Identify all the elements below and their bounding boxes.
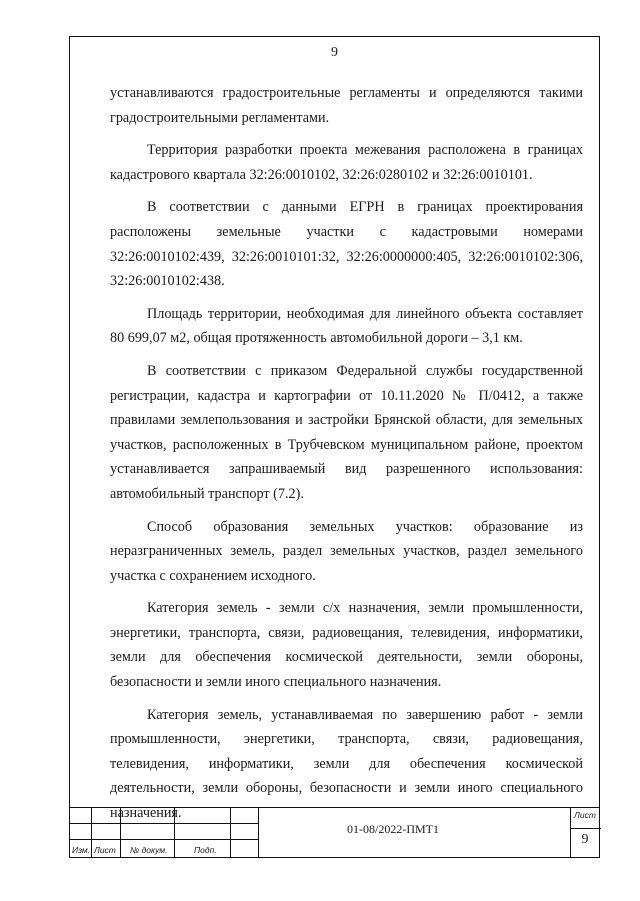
stamp-label-dokum: № докум.	[130, 845, 168, 855]
stamp-divider	[91, 808, 92, 857]
paragraph-1: устанавливаются градостроительные регламенты и определяются такими градостроительными регламентами.	[110, 85, 583, 126]
title-block-stamp	[70, 807, 599, 857]
stamp-divider	[258, 808, 259, 857]
stamp-divider	[120, 808, 121, 857]
paragraph-8: Категория земель, устанавливаемая по завершению работ - земли промышленности, энергетики, транспорта, связи, радиовещания, телевидения, информатики, земли для обеспечения космической деятельности, земли обороны, безопасности и земли иного специального назначения.	[110, 706, 583, 822]
paragraph-3: В соответствии с данными ЕГРН в границах проектирования расположены земельные участки с кадастровыми номерами 32:26:0010102:439, 32:26:0010101:32, 32:26:0000000:405, 32:26:0010102:306, 32:26:0010102:438.	[110, 199, 583, 290]
paragraph-6: Способ образования земельных участков: образование из неразграниченных земель, раздел земельных участков, раздел земельного участка с сохранением исходного.	[110, 518, 583, 584]
document-body	[110, 81, 583, 834]
paragraph-7: Категория земель - земли с/х назначения, земли промышленности, энергетики, транспорта, связи, радиовещания, телевидения, информатики, земли для обеспечения космической деятельности, земли обороны, безопасности и земли иного специального назначения.	[110, 600, 583, 691]
stamp-row-line	[70, 823, 258, 824]
stamp-divider	[174, 808, 175, 857]
page-frame	[69, 36, 600, 858]
stamp-row-line	[70, 839, 258, 840]
sheet-label: Лист	[574, 810, 596, 820]
stamp-row-line	[570, 828, 601, 829]
stamp-label-podp: Подп.	[194, 845, 217, 855]
sheet-number: 9	[581, 832, 589, 847]
paragraph-5: В соответствии с приказом Федеральной службы государственной регистрации, кадастра и картографии от 10.11.2020 № П/0412, а также правилами землепользования и застройки Брянской области, для земельных участков, расположенных в Трубчевском муниципальном районе, проектом устанавливается запрашиваемый вид разрешенного использования: автомобильный транспорт (7.2).	[110, 362, 583, 502]
stamp-divider	[230, 808, 231, 857]
paragraph-2: Территория разработки проекта межевания расположена в границах кадастрового квартала 32:26:0010102, 32:26:0280102 и 32:26:0010101.	[110, 142, 583, 183]
paragraph-4: Площадь территории, необходимая для линейного объекта составляет 80 699,07 м2, общая протяженность автомобильной дороги – 3,1 км.	[110, 305, 583, 347]
document-code: 01-08/2022-ПМТ1	[347, 822, 439, 836]
page-number: 9	[331, 45, 338, 60]
stamp-label-list: Лист	[94, 845, 116, 855]
stamp-label-izm: Изм.	[72, 845, 91, 855]
